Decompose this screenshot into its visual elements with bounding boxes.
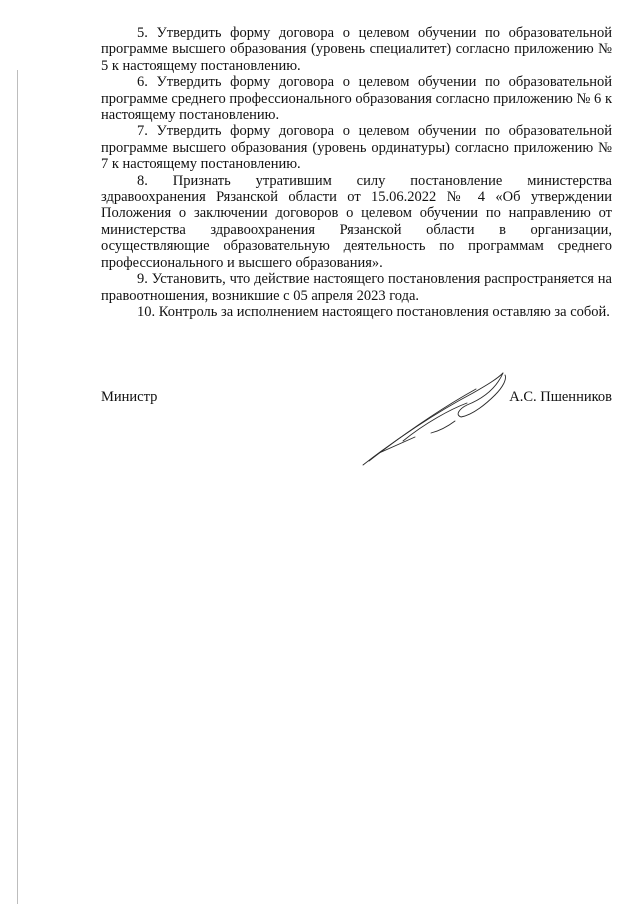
- scan-edge-line: [17, 70, 18, 904]
- paragraph-item-7: 7. Утвердить форму договора о целевом обучении по образовательной программе высшего образования (уровень ординатуры) согласно приложению № 7 к настоящему постановлению.: [101, 123, 612, 173]
- handwritten-signature: [355, 365, 530, 470]
- document-body: [101, 25, 612, 320]
- signer-name: А.С. Пшенников: [509, 389, 612, 405]
- paragraph-item-9: 9. Установить, что действие настоящего постановления распространяется на правоотношения, возникшие с 05 апреля 2023 года.: [101, 271, 612, 304]
- paragraph-item-10: 10. Контроль за исполнением настоящего постановления оставляю за собой.: [137, 303, 610, 320]
- signer-position: Министр: [101, 389, 158, 405]
- paragraph-item-8: 8. Признать утратившим силу постановление министерства здравоохранения Рязанской области от 15.06.2022 № 4 «Об утверждении Положения о заключении договоров о целевом обучении по направлению от министерства здравоохранения Рязанской области в организации, осуществляющие образовательную деятельность по программам среднего профессионального и высшего образования».: [101, 172, 612, 271]
- paragraph-item-6: 6. Утвердить форму договора о целевом обучении по образовательной программе среднего профессионального образования согласно приложению № 6 к настоящему постановлению.: [101, 74, 612, 124]
- paragraph-item-5: 5. Утвердить форму договора о целевом обучении по образовательной программе высшего образования (уровень специалитет) согласно приложению № 5 к настоящему постановлению.: [101, 25, 612, 74]
